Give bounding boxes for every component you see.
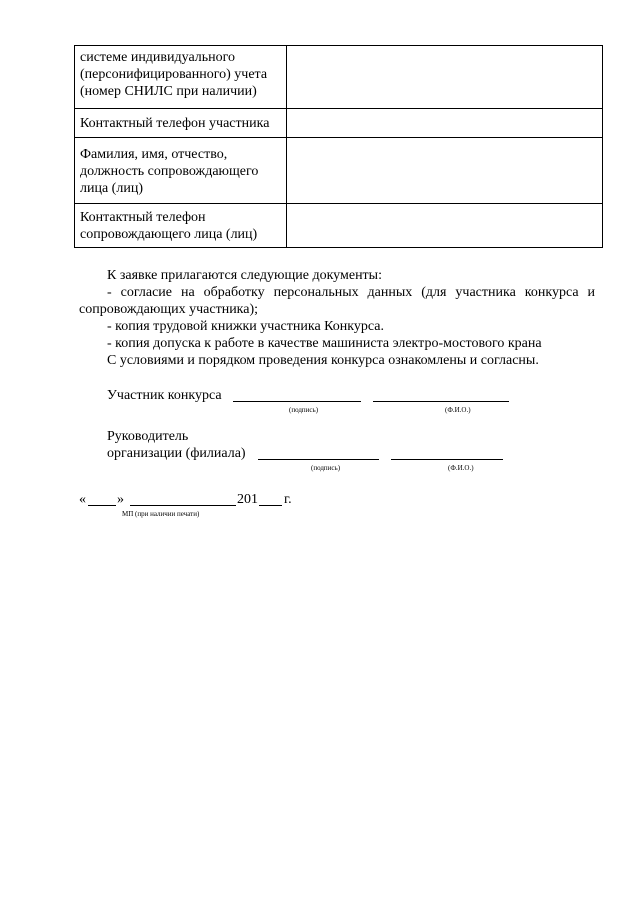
table-row: [75, 138, 603, 204]
agreement-statement: С условиями и порядком проведения конкурса ознакомлены и согласны.: [107, 353, 539, 368]
row-label-participant-phone: Контактный телефон участника: [75, 109, 287, 138]
row-label-escort-phone: Контактный телефон сопровождающего лица (лиц): [75, 204, 287, 248]
row-label-escort-name: Фамилия, имя, отчество, должность сопровождающего лица (лиц): [75, 138, 287, 204]
head-label-line2: организации (филиала): [107, 446, 246, 461]
attachment-consent: - согласие на обработку персональных данных (для участника конкурса и сопровождающих участника);: [79, 285, 595, 317]
row-label-snils: системе индивидуального (персонифицированного) учета (номер СНИЛС при наличии): [75, 46, 287, 109]
row-value-snils: [287, 46, 603, 109]
table-row: [75, 109, 603, 138]
row-value-escort-phone: [287, 204, 603, 248]
participant-signature-line: [233, 401, 361, 402]
head-label-line1: Руководитель: [107, 429, 189, 444]
date-year-prefix: 201: [237, 492, 258, 507]
participant-name-line: [373, 401, 509, 402]
table-row: [75, 46, 603, 109]
stamp-caption: МП (при наличии печати): [122, 510, 200, 518]
row-value-participant-phone: [287, 109, 603, 138]
date-year-suffix: г.: [284, 492, 292, 507]
participant-name-caption: (Ф.И.О.): [445, 406, 471, 414]
head-signature-caption: (подпись): [311, 464, 341, 472]
head-signature-line: [258, 459, 379, 460]
row-value-escort-name: [287, 138, 603, 204]
date-close-quote: »: [117, 492, 124, 507]
date-year-line: [259, 505, 282, 506]
date-day-line: [88, 505, 116, 506]
attachments-intro: К заявке прилагаются следующие документы:: [107, 268, 382, 283]
head-name-caption: (Ф.И.О.): [448, 464, 474, 472]
attachment-workbook: - копия трудовой книжки участника Конкурса.: [107, 319, 384, 334]
table-row: [75, 204, 603, 248]
attachment-crane-permit: - копия допуска к работе в качестве машиниста электро-мостового крана: [107, 336, 542, 351]
participant-label: Участник конкурса: [107, 388, 222, 403]
head-name-line: [391, 459, 503, 460]
date-month-line: [130, 505, 236, 506]
participant-signature-caption: (подпись): [289, 406, 319, 414]
date-open-quote: «: [79, 492, 86, 507]
participant-info-table: [74, 45, 603, 248]
